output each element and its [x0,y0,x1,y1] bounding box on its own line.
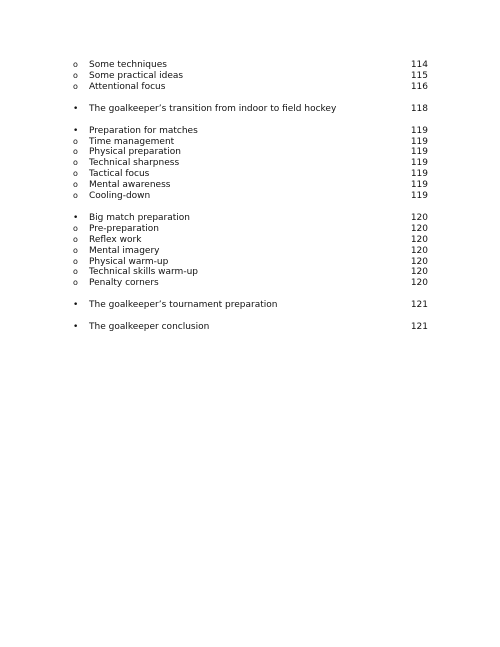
hollow-bullet-icon: o [73,246,78,255]
toc-entry-page-number: 120 [410,224,428,234]
toc-entry-title: The goalkeeper’s transition from indoor to field hockey [89,104,337,114]
toc-entry-title: The goalkeeper’s tournament preparation [89,300,278,310]
toc-entry-page-number: 120 [410,267,428,277]
toc-entry-title: Cooling-down [89,191,151,201]
toc-entry-title: Tactical focus [89,169,150,179]
toc-entry-title: Mental awareness [89,180,171,190]
toc-entry-title: Reflex work [89,235,142,245]
toc-entry-page-number: 119 [410,191,428,201]
toc-entry-page-number: 120 [410,278,428,288]
toc-entry-page-number: 120 [410,235,428,245]
toc-entry [0,321,500,333]
hollow-bullet-icon: o [73,71,78,80]
hollow-bullet-icon: o [73,257,78,266]
toc-entry-title: The goalkeeper conclusion [89,322,210,332]
toc-entry-page-number: 119 [410,137,428,147]
toc-entry-page-number: 119 [410,158,428,168]
hollow-bullet-icon: o [73,169,78,178]
bullet-icon: • [73,213,79,223]
toc-entry-page-number: 120 [410,257,428,267]
toc-entry [0,299,500,311]
hollow-bullet-icon: o [73,278,78,287]
toc-entry-page-number: 120 [410,213,428,223]
toc-entry [0,277,500,289]
toc-entry [0,190,500,202]
toc-entry-page-number: 114 [410,60,428,70]
hollow-bullet-icon: o [73,60,78,69]
toc-entry-title: Physical preparation [89,147,181,157]
toc-entry-page-number: 119 [410,147,428,157]
toc-entry-title: Time management [89,137,175,147]
toc-entry-page-number: 121 [410,322,428,332]
bullet-icon: • [73,322,79,332]
toc-entry-title: Preparation for matches [89,126,198,136]
toc-entry-page-number: 118 [410,104,428,114]
toc-entry-title: Mental imagery [89,246,160,256]
toc-entry-page-number: 120 [410,246,428,256]
hollow-bullet-icon: o [73,147,78,156]
toc-entry-page-number: 116 [410,82,428,92]
toc-entry-title: Big match preparation [89,213,191,223]
toc-entry-title: Some techniques [89,60,167,70]
hollow-bullet-icon: o [73,235,78,244]
bullet-icon: • [73,300,79,310]
toc-entry-title: Physical warm-up [89,257,169,267]
hollow-bullet-icon: o [73,267,78,276]
hollow-bullet-icon: o [73,191,78,200]
hollow-bullet-icon: o [73,158,78,167]
toc-entry-title: Technical skills warm-up [89,267,198,277]
hollow-bullet-icon: o [73,82,78,91]
toc-entry [0,103,500,115]
toc-entry-page-number: 119 [410,169,428,179]
toc-entry-title: Technical sharpness [89,158,180,168]
toc-entry [0,81,500,93]
hollow-bullet-icon: o [73,180,78,189]
toc-entry-title: Pre-preparation [89,224,159,234]
toc-entry-page-number: 115 [410,71,428,81]
toc-entry-page-number: 119 [410,126,428,136]
toc-entry-page-number: 121 [410,300,428,310]
toc-entry-title: Attentional focus [89,82,166,92]
toc-entry-title: Penalty corners [89,278,159,288]
bullet-icon: • [73,104,79,114]
hollow-bullet-icon: o [73,224,78,233]
toc-entry-title: Some practical ideas [89,71,184,81]
bullet-icon: • [73,126,79,136]
hollow-bullet-icon: o [73,137,78,146]
toc-entry-page-number: 119 [410,180,428,190]
